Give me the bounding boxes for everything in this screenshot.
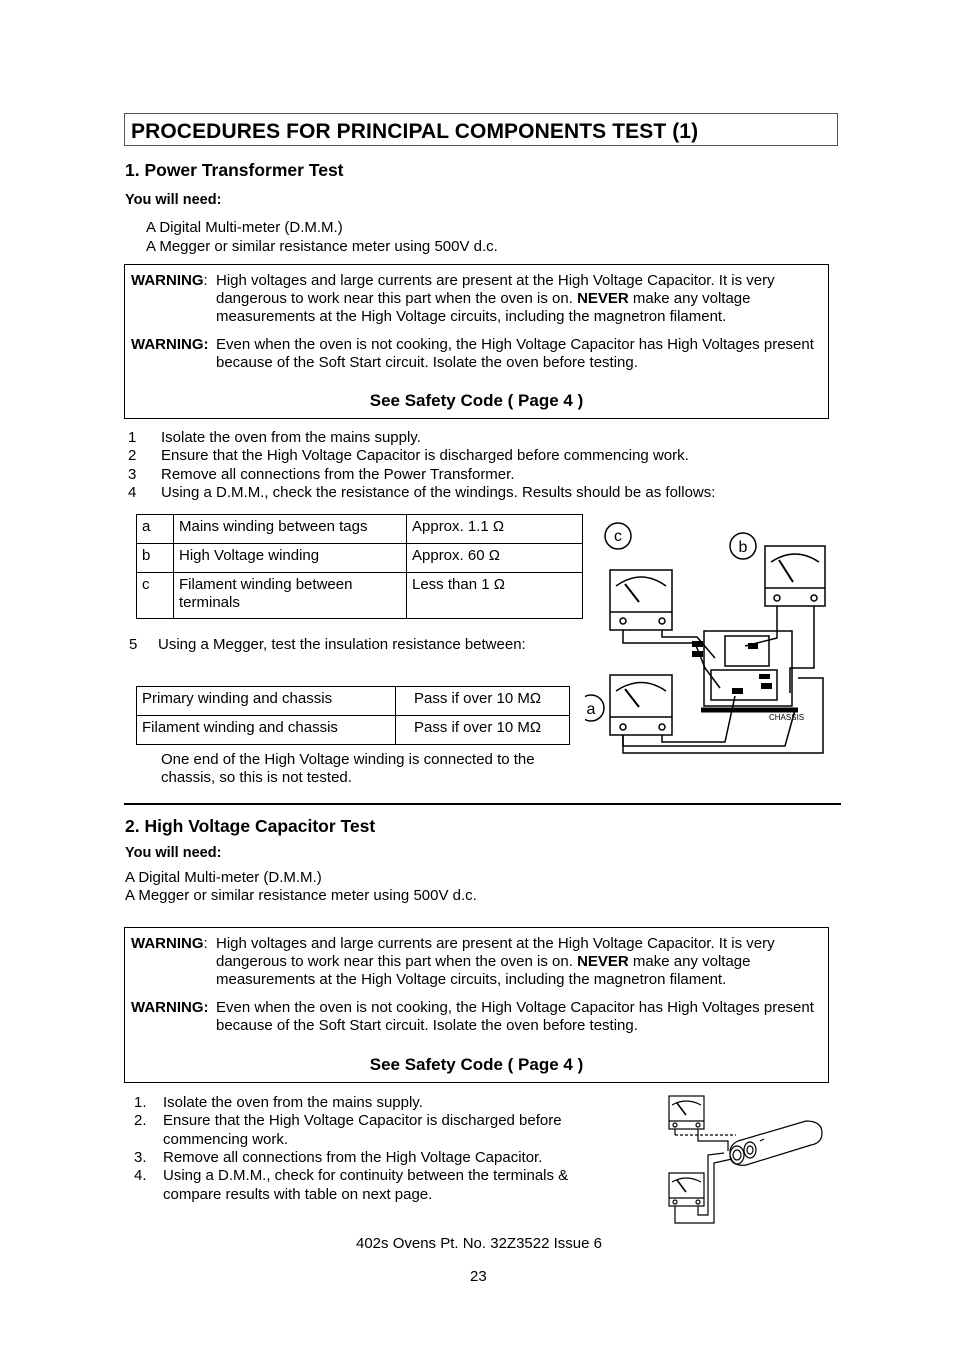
page-number: 23 (470, 1268, 487, 1285)
section1-need-item: A Megger or similar resistance meter using 500V d.c. (146, 238, 498, 255)
meter-lower-icon (669, 1173, 704, 1206)
safety-code-reference: See Safety Code ( Page 4 ) (369, 1055, 584, 1074)
table-cell: Mains winding between tags (174, 515, 407, 544)
capacitor-icon (730, 1121, 822, 1165)
table-row (137, 544, 583, 573)
warning-label: WARNING: (131, 272, 208, 289)
meter-c-icon (610, 570, 672, 630)
section2-warning-box (124, 927, 829, 1083)
table-cell: Less than 1 Ω (407, 573, 583, 619)
step-text: Using a D.M.M., check for continuity between the terminals & compare results with table on next page. (163, 1167, 569, 1203)
step-number: 5 (129, 636, 138, 653)
transformer-test-diagram (585, 518, 830, 758)
table-row (137, 515, 583, 544)
table-cell: Primary winding and chassis (137, 687, 396, 716)
warning-label: WARNING: (131, 999, 209, 1016)
step-number: 1. (134, 1094, 147, 1111)
step-number: 3 (128, 466, 137, 483)
table-cell: Filament winding between terminals (174, 573, 407, 619)
table-cell: Filament winding and chassis (137, 716, 396, 745)
meter-a-icon (610, 675, 672, 735)
warning-label: WARNING: (131, 935, 208, 952)
section-divider (124, 803, 841, 805)
transformer-icon (704, 631, 792, 706)
table-row (137, 716, 570, 745)
step-text: Remove all connections from the Power Transformer. (161, 466, 515, 483)
warning-text: High voltages and large currents are present at the High Voltage Capacitor. It is very dangerous to work near this part when the oven is on. NEVER make any voltage measurements at the High Voltage circuits, including the magnetron filament. (216, 935, 775, 988)
winding-resistance-table (136, 514, 583, 619)
capacitor-test-diagram (666, 1093, 826, 1233)
section2-need-item: A Megger or similar resistance meter using 500V d.c. (125, 887, 477, 904)
chassis-label: CHASSIS (769, 713, 805, 722)
section1-need-label: You will need: (125, 192, 222, 208)
step-number: 2. (134, 1112, 147, 1129)
section2-need-label: You will need: (125, 845, 222, 861)
step-text: Isolate the oven from the mains supply. (161, 429, 421, 446)
step-text: Using a Megger, test the insulation resistance between: (158, 636, 526, 653)
page-title: PROCEDURES FOR PRINCIPAL COMPONENTS TEST (1) (131, 120, 699, 143)
step-text: Remove all connections from the High Voltage Capacitor. (163, 1149, 543, 1166)
table-cell: c (137, 573, 174, 619)
warning-text: Even when the oven is not cooking, the High Voltage Capacitor has High Voltages present because of the Soft Start circuit. Isolate the oven before testing. (216, 336, 814, 371)
step-text: Using a D.M.M., check the resistance of the windings. Results should be as follows: (161, 484, 716, 501)
warning-text: Even when the oven is not cooking, the High Voltage Capacitor has High Voltages present because of the Soft Start circuit. Isolate the oven before testing. (216, 999, 814, 1034)
document-reference: 402s Ovens Pt. No. 32Z3522 Issue 6 (356, 1235, 602, 1252)
safety-code-reference: See Safety Code ( Page 4 ) (369, 391, 584, 410)
section1-warning-box (124, 264, 829, 419)
step-number: 2 (128, 447, 137, 464)
step-text: Isolate the oven from the mains supply. (163, 1094, 423, 1111)
step-text: Ensure that the High Voltage Capacitor is discharged before commencing work. (163, 1112, 562, 1148)
table-row (137, 573, 583, 619)
meter-upper-icon (669, 1096, 704, 1129)
section2-heading: 2. High Voltage Capacitor Test (125, 816, 376, 836)
diagram-label-c: c (614, 528, 622, 545)
table-cell: Pass if over 10 MΩ (396, 687, 570, 716)
warning-text: High voltages and large currents are present at the High Voltage Capacitor. It is very dangerous to work near this part when the oven is on. NEVER make any voltage measurements at the High Voltage circuits, including the magnetron filament. (216, 272, 775, 325)
step-number: 1 (128, 429, 137, 446)
table-row (137, 687, 570, 716)
table-cell: Approx. 60 Ω (407, 544, 583, 573)
step-number: 4. (134, 1167, 147, 1184)
table-cell: b (137, 544, 174, 573)
meter-b-icon (765, 546, 825, 606)
step-number: 3. (134, 1149, 147, 1166)
page-title-box (124, 113, 838, 146)
insulation-test-table (136, 686, 570, 745)
section1-heading: 1. Power Transformer Test (125, 160, 344, 180)
diagram-label-b: b (738, 539, 748, 556)
table-cell: a (137, 515, 174, 544)
table-cell: Approx. 1.1 Ω (407, 515, 583, 544)
section1-need-item: A Digital Multi-meter (D.M.M.) (146, 219, 343, 236)
warning-label: WARNING: (131, 336, 209, 353)
step-text: Ensure that the High Voltage Capacitor is discharged before commencing work. (161, 447, 689, 464)
section1-note: One end of the High Voltage winding is connected to the chassis, so this is not tested. (161, 751, 535, 786)
table-cell: Pass if over 10 MΩ (396, 716, 570, 745)
step-number: 4 (128, 484, 137, 501)
section2-need-item: A Digital Multi-meter (D.M.M.) (125, 869, 322, 886)
diagram-label-a: a (586, 701, 596, 718)
table-cell: High Voltage winding (174, 544, 407, 573)
